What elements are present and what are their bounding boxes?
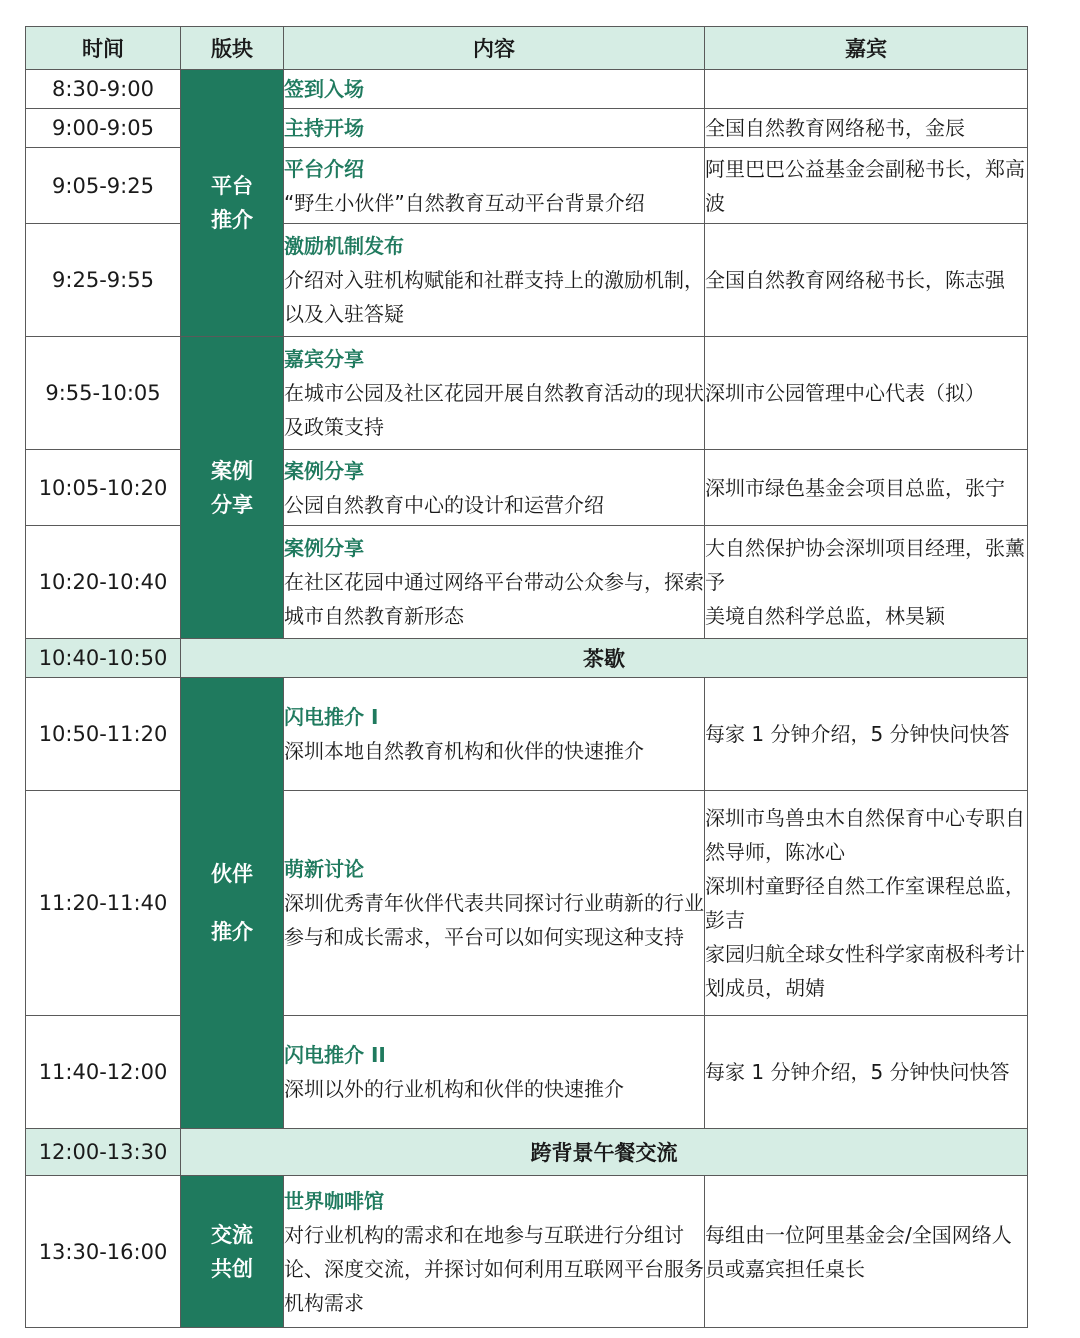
row-content bbox=[284, 224, 705, 337]
guest-line: 深圳市鸟兽虫木自然保育中心专职自然导师，陈冰心 bbox=[705, 806, 1025, 864]
row-content bbox=[284, 109, 705, 148]
session-title: 案例分享 bbox=[284, 536, 364, 560]
row-guest: 阿里巴巴公益基金会副秘书长，郑高波 bbox=[705, 148, 1028, 224]
row-time: 9:55-10:05 bbox=[26, 337, 181, 450]
block-cell bbox=[181, 337, 284, 639]
block-label: 案例分享 bbox=[211, 458, 253, 517]
row-content bbox=[284, 678, 705, 791]
session-title: 平台介绍 bbox=[284, 156, 364, 181]
agenda-table-wrapper bbox=[25, 26, 1027, 1328]
guest-line: 家园归航全球女性科学家南极科考计划成员，胡婧 bbox=[705, 942, 1025, 1000]
header-guest: 嘉宾 bbox=[705, 27, 1028, 70]
row-guest: 每组由一位阿里基金会/全国网络人员或嘉宾担任桌长 bbox=[705, 1176, 1028, 1328]
row-guest: 每家 1 分钟介绍，5 分钟快问快答 bbox=[705, 678, 1028, 791]
session-title: 萌新讨论 bbox=[284, 857, 364, 881]
block-label-line: 推介 bbox=[211, 920, 253, 944]
row-time: 10:20-10:40 bbox=[26, 526, 181, 639]
break-time: 10:40-10:50 bbox=[26, 639, 181, 678]
block-cell bbox=[181, 1176, 284, 1328]
session-desc: 在社区花园中通过网络平台带动公众参与，探索城市自然教育新形态 bbox=[284, 570, 704, 628]
session-title: 激励机制发布 bbox=[284, 234, 404, 258]
session-title: 签到入场 bbox=[284, 77, 364, 101]
row-time: 8:30-9:00 bbox=[26, 70, 181, 109]
session-desc: 介绍对入驻机构赋能和社群支持上的激励机制，以及入驻答疑 bbox=[284, 268, 704, 326]
row-content bbox=[284, 526, 705, 639]
row-guest: 深圳市绿色基金会项目总监，张宁 bbox=[705, 450, 1028, 526]
table-row bbox=[26, 678, 1028, 791]
session-desc: “野生小伙伴”自然教育互动平台背景介绍 bbox=[284, 190, 645, 215]
block-cell bbox=[181, 70, 284, 337]
break-label: 跨背景午餐交流 bbox=[181, 1129, 1028, 1176]
row-time: 9:00-9:05 bbox=[26, 109, 181, 148]
session-desc: 深圳以外的行业机构和伙伴的快速推介 bbox=[284, 1077, 624, 1101]
table-row bbox=[26, 109, 1028, 148]
row-time: 11:40-12:00 bbox=[26, 1016, 181, 1129]
session-title: 闪电推介 II bbox=[284, 1043, 386, 1067]
row-content bbox=[284, 70, 705, 109]
guest-line: 大自然保护协会深圳项目经理，张薰予 bbox=[705, 536, 1025, 594]
row-content bbox=[284, 450, 705, 526]
table-row bbox=[26, 791, 1028, 1016]
row-content bbox=[284, 337, 705, 450]
session-title: 案例分享 bbox=[284, 458, 364, 483]
agenda-table bbox=[25, 26, 1028, 1328]
table-row bbox=[26, 1176, 1028, 1328]
session-desc: 公园自然教育中心的设计和运营介绍 bbox=[284, 492, 604, 517]
guest-line: 深圳村童野径自然工作室课程总监，彭吉 bbox=[705, 874, 1025, 932]
table-row bbox=[26, 224, 1028, 337]
header-content: 内容 bbox=[284, 27, 705, 70]
row-time: 11:20-11:40 bbox=[26, 791, 181, 1016]
row-content bbox=[284, 1016, 705, 1129]
row-guest: 每家 1 分钟介绍，5 分钟快问快答 bbox=[705, 1016, 1028, 1129]
table-row bbox=[26, 1016, 1028, 1129]
row-content bbox=[284, 148, 705, 224]
session-desc: 对行业机构的需求和在地参与互联进行分组讨论、深度交流，并探讨如何利用互联网平台服务机构需求 bbox=[284, 1222, 704, 1315]
session-title: 世界咖啡馆 bbox=[284, 1188, 384, 1213]
row-content bbox=[284, 791, 705, 1016]
break-row bbox=[26, 639, 1028, 678]
guest-line: 美境自然科学总监，林昊颖 bbox=[705, 604, 945, 628]
row-time: 10:50-11:20 bbox=[26, 678, 181, 791]
row-time: 9:25-9:55 bbox=[26, 224, 181, 337]
row-guest: 全国自然教育网络秘书长，陈志强 bbox=[705, 224, 1028, 337]
table-row bbox=[26, 148, 1028, 224]
row-time: 9:05-9:25 bbox=[26, 148, 181, 224]
row-guest bbox=[705, 70, 1028, 109]
session-desc: 深圳本地自然教育机构和伙伴的快速推介 bbox=[284, 739, 644, 763]
session-title: 主持开场 bbox=[284, 116, 364, 140]
table-row bbox=[26, 526, 1028, 639]
table-header-row bbox=[26, 27, 1028, 70]
table-row bbox=[26, 450, 1028, 526]
block-cell bbox=[181, 678, 284, 1129]
row-content bbox=[284, 1176, 705, 1328]
row-time: 10:05-10:20 bbox=[26, 450, 181, 526]
block-label: 交流共创 bbox=[211, 1222, 253, 1281]
break-label: 茶歇 bbox=[181, 639, 1028, 678]
header-time: 时间 bbox=[26, 27, 181, 70]
block-label: 平台推介 bbox=[211, 174, 253, 232]
row-time: 13:30-16:00 bbox=[26, 1176, 181, 1328]
break-row bbox=[26, 1129, 1028, 1176]
row-guest: 深圳市公园管理中心代表（拟） bbox=[705, 337, 1028, 450]
row-guest bbox=[705, 526, 1028, 639]
session-title: 闪电推介 I bbox=[284, 705, 379, 729]
session-desc: 在城市公园及社区花园开展自然教育活动的现状及政策支持 bbox=[284, 381, 704, 439]
session-desc: 深圳优秀青年伙伴代表共同探讨行业萌新的行业参与和成长需求，平台可以如何实现这种支持 bbox=[284, 891, 704, 949]
row-guest: 全国自然教育网络秘书，金辰 bbox=[705, 109, 1028, 148]
header-block: 版块 bbox=[181, 27, 284, 70]
block-label-line: 伙伴 bbox=[211, 862, 253, 886]
table-row bbox=[26, 70, 1028, 109]
row-guest bbox=[705, 791, 1028, 1016]
break-time: 12:00-13:30 bbox=[26, 1129, 181, 1176]
session-title: 嘉宾分享 bbox=[284, 347, 364, 371]
table-row bbox=[26, 337, 1028, 450]
